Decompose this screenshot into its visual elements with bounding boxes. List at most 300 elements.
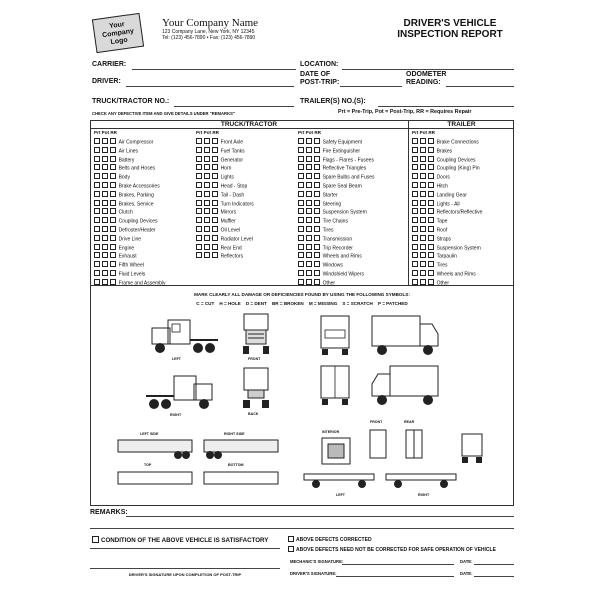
pot-checkbox[interactable]	[306, 252, 312, 258]
pot-checkbox[interactable]	[306, 235, 312, 241]
col3-heads	[298, 130, 321, 135]
pot-checkbox[interactable]	[420, 235, 426, 241]
rr-checkbox[interactable]	[212, 156, 218, 162]
pot-checkbox[interactable]	[204, 244, 210, 250]
checklist-row	[298, 147, 375, 156]
pot-checkbox[interactable]	[102, 208, 108, 214]
checklist-row	[94, 244, 166, 253]
checklist-item-label: Starter	[322, 192, 338, 199]
checklist-item-label: Hitch	[436, 183, 448, 190]
prt-checkbox[interactable]	[94, 208, 100, 214]
checklist-row	[94, 138, 166, 147]
prt-checkbox[interactable]	[412, 156, 418, 162]
rr-checkbox[interactable]	[314, 208, 320, 214]
checklist-item-label: Other	[436, 280, 450, 287]
carrier-field[interactable]	[132, 69, 296, 70]
rr-checkbox[interactable]	[212, 226, 218, 232]
pot-checkbox[interactable]	[420, 164, 426, 170]
rr-checkbox[interactable]	[314, 182, 320, 188]
pot-checkbox[interactable]	[102, 261, 108, 267]
rr-head: RR	[314, 130, 321, 135]
prt-checkbox[interactable]	[298, 235, 304, 241]
rr-checkbox[interactable]	[428, 252, 434, 258]
checklist-row	[94, 147, 166, 156]
trailer-section-title: TRAILER	[447, 121, 476, 128]
rr-checkbox[interactable]	[110, 235, 116, 241]
pot-checkbox[interactable]	[306, 279, 312, 285]
pot-checkbox[interactable]	[204, 200, 210, 206]
prt-checkbox[interactable]	[196, 200, 202, 206]
checklist-item-label: Defroster/Heater	[118, 227, 156, 234]
prt-checkbox[interactable]	[298, 270, 304, 276]
pot-checkbox[interactable]	[204, 235, 210, 241]
checklist-row	[298, 173, 375, 182]
prt-checkbox[interactable]	[412, 235, 418, 241]
checklist-row	[196, 208, 254, 217]
pot-checkbox[interactable]	[420, 244, 426, 250]
rr-checkbox[interactable]	[428, 156, 434, 162]
checklist-row	[412, 147, 482, 156]
rr-head: RR	[110, 130, 117, 135]
prt-checkbox[interactable]	[196, 252, 202, 258]
rr-checkbox[interactable]	[314, 173, 320, 179]
prt-checkbox[interactable]	[94, 173, 100, 179]
pot-checkbox[interactable]	[306, 217, 312, 223]
prt-checkbox[interactable]	[412, 279, 418, 285]
pot-checkbox[interactable]	[204, 164, 210, 170]
date-field[interactable]	[340, 86, 402, 87]
rr-checkbox[interactable]	[110, 182, 116, 188]
rr-checkbox[interactable]	[110, 226, 116, 232]
checklist-item-label: Horn	[220, 165, 232, 172]
pot-checkbox[interactable]	[306, 226, 312, 232]
rr-checkbox[interactable]	[212, 138, 218, 144]
checklist-row	[412, 208, 482, 217]
tractor-back-view	[240, 364, 272, 410]
prt-checkbox[interactable]	[298, 217, 304, 223]
prt-checkbox[interactable]	[196, 173, 202, 179]
prt-checkbox[interactable]	[298, 164, 304, 170]
prt-checkbox[interactable]	[298, 244, 304, 250]
prt-checkbox[interactable]	[196, 138, 202, 144]
pot-checkbox[interactable]	[420, 279, 426, 285]
rr-checkbox[interactable]	[314, 156, 320, 162]
checklist-row	[412, 200, 482, 209]
prt-checkbox[interactable]	[298, 252, 304, 258]
checklist-row	[94, 200, 166, 209]
checklist-row	[412, 244, 482, 253]
checklist-item-label: Reflective Triangles	[322, 165, 367, 172]
remarks-field-1[interactable]	[126, 516, 514, 517]
rr-checkbox[interactable]	[110, 147, 116, 153]
pot-checkbox[interactable]	[306, 182, 312, 188]
pot-checkbox[interactable]	[204, 226, 210, 232]
pot-checkbox[interactable]	[102, 235, 108, 241]
pot-checkbox[interactable]	[204, 191, 210, 197]
pot-checkbox[interactable]	[204, 208, 210, 214]
pot-checkbox[interactable]	[306, 147, 312, 153]
rr-checkbox[interactable]	[314, 235, 320, 241]
mechanic-date-label: DATE:	[460, 559, 473, 564]
prt-checkbox[interactable]	[412, 261, 418, 267]
satisfactory-checkbox[interactable]	[92, 536, 99, 543]
prt-checkbox[interactable]	[412, 138, 418, 144]
prt-checkbox[interactable]	[298, 191, 304, 197]
prt-checkbox[interactable]	[298, 200, 304, 206]
rr-checkbox[interactable]	[212, 208, 218, 214]
checklist-row	[298, 270, 375, 279]
rr-checkbox[interactable]	[110, 138, 116, 144]
chassis-left-view	[302, 470, 376, 490]
checklist-row	[298, 217, 375, 226]
rr-checkbox[interactable]	[212, 200, 218, 206]
prt-checkbox[interactable]	[412, 182, 418, 188]
driver-sig-field[interactable]	[336, 576, 454, 577]
pot-checkbox[interactable]	[306, 156, 312, 162]
rr-checkbox[interactable]	[110, 279, 116, 285]
rr-checkbox[interactable]	[212, 235, 218, 241]
checklist-item-label: Front Axle	[220, 139, 244, 146]
prt-checkbox[interactable]	[196, 217, 202, 223]
prt-head: Prt	[298, 130, 305, 135]
checklist-row	[94, 226, 166, 235]
not-corrected-row	[288, 546, 496, 553]
rr-checkbox[interactable]	[314, 164, 320, 170]
checklist-row	[196, 244, 254, 253]
pot-checkbox[interactable]	[306, 270, 312, 276]
date-label	[300, 71, 339, 87]
remarks-field-2[interactable]	[90, 528, 514, 529]
checklist-row	[94, 191, 166, 200]
rr-checkbox[interactable]	[428, 217, 434, 223]
driver-field[interactable]	[126, 86, 294, 87]
checklist-item-label: Brakes, Parking	[118, 192, 154, 199]
rr-checkbox[interactable]	[428, 270, 434, 276]
pot-checkbox[interactable]	[420, 138, 426, 144]
checklist-row	[412, 173, 482, 182]
prt-checkbox[interactable]	[298, 147, 304, 153]
pot-head: Pot	[203, 130, 212, 135]
pot-checkbox[interactable]	[102, 138, 108, 144]
pot-checkbox[interactable]	[102, 226, 108, 232]
prt-checkbox[interactable]	[412, 191, 418, 197]
checklist-item-label: Safety Equipment	[322, 139, 363, 146]
rr-checkbox[interactable]	[428, 147, 434, 153]
front-label-2: FRONT	[370, 420, 383, 424]
rr-checkbox[interactable]	[428, 235, 434, 241]
satisfactory-row	[92, 536, 268, 544]
checklist-row	[412, 261, 482, 270]
prt-checkbox[interactable]	[412, 164, 418, 170]
prt-checkbox[interactable]	[196, 147, 202, 153]
pot-checkbox[interactable]	[102, 147, 108, 153]
pot-checkbox[interactable]	[420, 270, 426, 276]
checklist-row	[412, 217, 482, 226]
rr-checkbox[interactable]	[428, 226, 434, 232]
prt-checkbox[interactable]	[196, 208, 202, 214]
rr-checkbox[interactable]	[110, 173, 116, 179]
rr-checkbox[interactable]	[212, 147, 218, 153]
prt-head: Prt	[196, 130, 203, 135]
pot-checkbox[interactable]	[204, 182, 210, 188]
checklist-row	[298, 244, 375, 253]
rr-checkbox[interactable]	[428, 164, 434, 170]
prt-checkbox[interactable]	[412, 200, 418, 206]
pot-checkbox[interactable]	[102, 156, 108, 162]
rear-label: REAR	[404, 420, 415, 424]
prt-checkbox[interactable]	[298, 279, 304, 285]
rr-checkbox[interactable]	[428, 138, 434, 144]
rr-checkbox[interactable]	[212, 164, 218, 170]
checklist-row	[196, 235, 254, 244]
rr-checkbox[interactable]	[212, 244, 218, 250]
pot-checkbox[interactable]	[102, 200, 108, 206]
prt-checkbox[interactable]	[298, 173, 304, 179]
trailer-bottom-view	[202, 470, 280, 486]
rr-checkbox[interactable]	[428, 261, 434, 267]
prt-checkbox[interactable]	[298, 226, 304, 232]
prt-checkbox[interactable]	[94, 200, 100, 206]
rr-checkbox[interactable]	[314, 147, 320, 153]
pot-checkbox[interactable]	[102, 244, 108, 250]
prt-checkbox[interactable]	[94, 182, 100, 188]
pot-checkbox[interactable]	[102, 191, 108, 197]
checklist-item-label: Generator	[220, 157, 244, 164]
rr-checkbox[interactable]	[314, 252, 320, 258]
checklist-row	[412, 182, 482, 191]
satisfactory-label: CONDITION OF THE ABOVE VEHICLE IS SATISFACTORY	[101, 537, 269, 544]
prt-checkbox[interactable]	[412, 173, 418, 179]
prt-checkbox[interactable]	[298, 156, 304, 162]
truck-no-field[interactable]	[174, 106, 294, 107]
odometer-field[interactable]	[446, 86, 514, 87]
pot-checkbox[interactable]	[306, 208, 312, 214]
pot-checkbox[interactable]	[306, 138, 312, 144]
checklist-item-label: Engine	[118, 245, 135, 252]
rr-checkbox[interactable]	[314, 279, 320, 285]
rr-checkbox[interactable]	[110, 191, 116, 197]
pot-checkbox[interactable]	[420, 156, 426, 162]
prt-checkbox[interactable]	[94, 252, 100, 258]
rr-checkbox[interactable]	[110, 164, 116, 170]
pot-checkbox[interactable]	[420, 173, 426, 179]
pot-checkbox[interactable]	[204, 252, 210, 258]
not-corrected-label: ABOVE DEFECTS NEED NOT BE CORRECTED FOR SAFE OPERATION OF VEHICLE	[296, 547, 496, 553]
rr-checkbox[interactable]	[314, 261, 320, 267]
driver-date-field[interactable]	[474, 576, 514, 577]
pot-checkbox[interactable]	[420, 226, 426, 232]
checklist-col2	[196, 138, 254, 261]
pot-checkbox[interactable]	[420, 147, 426, 153]
rr-checkbox[interactable]	[110, 200, 116, 206]
pot-checkbox[interactable]	[102, 270, 108, 276]
prt-checkbox[interactable]	[94, 156, 100, 162]
truck-no-label: TRUCK/TRACTOR NO.:	[92, 98, 170, 105]
pot-checkbox[interactable]	[102, 279, 108, 285]
pot-checkbox[interactable]	[204, 147, 210, 153]
checklist-item-label: Lights	[220, 174, 234, 181]
pot-checkbox[interactable]	[204, 156, 210, 162]
rr-checkbox[interactable]	[110, 252, 116, 258]
rr-checkbox[interactable]	[428, 200, 434, 206]
prt-checkbox[interactable]	[298, 261, 304, 267]
pot-checkbox[interactable]	[420, 217, 426, 223]
prt-checkbox[interactable]	[94, 244, 100, 250]
location-label: LOCATION:	[300, 61, 339, 68]
prt-checkbox[interactable]	[94, 261, 100, 267]
checklist-row	[196, 226, 254, 235]
location-field[interactable]	[342, 69, 514, 70]
rr-checkbox[interactable]	[428, 279, 434, 285]
corrected-checkbox[interactable]	[288, 536, 294, 542]
rr-checkbox[interactable]	[314, 138, 320, 144]
prt-checkbox[interactable]	[412, 270, 418, 276]
rr-checkbox[interactable]	[314, 191, 320, 197]
checklist-row	[94, 164, 166, 173]
rr-checkbox[interactable]	[428, 191, 434, 197]
rr-checkbox[interactable]	[212, 191, 218, 197]
driver-label: DRIVER:	[92, 78, 121, 85]
pot-checkbox[interactable]	[420, 182, 426, 188]
prt-checkbox[interactable]	[94, 147, 100, 153]
rr-checkbox[interactable]	[212, 252, 218, 258]
checklist-item-label: Landing Gear	[436, 192, 467, 199]
prt-checkbox[interactable]	[94, 217, 100, 223]
checklist-row	[196, 217, 254, 226]
rr-checkbox[interactable]	[428, 173, 434, 179]
trailer-no-field[interactable]	[378, 106, 514, 107]
pot-checkbox[interactable]	[306, 200, 312, 206]
rr-checkbox[interactable]	[314, 200, 320, 206]
not-corrected-checkbox[interactable]	[288, 546, 294, 552]
prt-checkbox[interactable]	[94, 226, 100, 232]
rr-checkbox[interactable]	[212, 217, 218, 223]
prt-checkbox[interactable]	[196, 244, 202, 250]
damage-heading: MARK CLEARLY ALL DAMAGE OR DEFICIENCIES FOUND BY USING THE FOLLOWING SYMBOLS:	[194, 292, 410, 297]
checklist-item-label: Oil Level	[220, 227, 241, 234]
checklist-item-label: Spare Seal Beam	[322, 183, 362, 190]
pot-checkbox[interactable]	[306, 164, 312, 170]
checklist-row	[412, 226, 482, 235]
pot-checkbox[interactable]	[420, 200, 426, 206]
prt-checkbox[interactable]	[412, 217, 418, 223]
truck-section-title: TRUCK/TRACTOR	[220, 121, 278, 128]
checklist-item-label: Fifth Wheel	[118, 262, 144, 269]
prt-checkbox[interactable]	[196, 182, 202, 188]
pot-checkbox[interactable]	[102, 164, 108, 170]
pot-checkbox[interactable]	[420, 261, 426, 267]
pot-checkbox[interactable]	[204, 138, 210, 144]
pot-checkbox[interactable]	[420, 252, 426, 258]
prt-checkbox[interactable]	[196, 235, 202, 241]
box-truck-front-view	[318, 314, 352, 356]
prt-checkbox[interactable]	[94, 191, 100, 197]
interior-view	[320, 436, 352, 466]
prt-checkbox[interactable]	[298, 208, 304, 214]
rr-checkbox[interactable]	[110, 156, 116, 162]
pot-checkbox[interactable]	[102, 173, 108, 179]
pot-checkbox[interactable]	[204, 173, 210, 179]
rr-checkbox[interactable]	[212, 182, 218, 188]
pot-checkbox[interactable]	[420, 208, 426, 214]
mechanic-sig-field[interactable]	[342, 564, 454, 565]
tractor-right-view	[142, 368, 222, 412]
rr-checkbox[interactable]	[110, 244, 116, 250]
rr-checkbox[interactable]	[428, 244, 434, 250]
pot-checkbox[interactable]	[102, 182, 108, 188]
rr-checkbox[interactable]	[110, 208, 116, 214]
prt-checkbox[interactable]	[196, 191, 202, 197]
bottom-label: BOTTOM	[228, 463, 244, 467]
rr-checkbox[interactable]	[428, 208, 434, 214]
prt-checkbox[interactable]	[94, 279, 100, 285]
pot-checkbox[interactable]	[306, 244, 312, 250]
rr-checkbox[interactable]	[314, 217, 320, 223]
checklist-row	[196, 200, 254, 209]
corrected-row	[288, 536, 372, 543]
prt-checkbox[interactable]	[94, 235, 100, 241]
form-title	[384, 18, 516, 40]
rr-checkbox[interactable]	[110, 217, 116, 223]
checklist-row	[298, 138, 375, 147]
chassis-left-label: LEFT	[336, 493, 345, 497]
back-label: BACK	[248, 412, 259, 416]
prt-checkbox[interactable]	[94, 138, 100, 144]
pot-checkbox[interactable]	[102, 217, 108, 223]
checklist-item-label: Wheels and Rims	[322, 253, 362, 260]
prt-checkbox[interactable]	[412, 208, 418, 214]
prt-checkbox[interactable]	[412, 226, 418, 232]
pot-checkbox[interactable]	[306, 191, 312, 197]
rr-checkbox[interactable]	[428, 182, 434, 188]
prt-checkbox[interactable]	[196, 226, 202, 232]
rr-checkbox[interactable]	[212, 173, 218, 179]
post-trip-sig-field[interactable]	[90, 568, 280, 569]
prt-checkbox[interactable]	[412, 252, 418, 258]
prt-checkbox[interactable]	[412, 244, 418, 250]
pot-head: Pot	[305, 130, 314, 135]
prt-checkbox[interactable]	[412, 147, 418, 153]
checklist-item-label: Coupling (King) Pin	[436, 165, 480, 172]
mechanic-sig-label: MECHANIC'S SIGNATURE:	[290, 559, 344, 564]
mechanic-date-field[interactable]	[474, 564, 514, 565]
prt-checkbox[interactable]	[298, 182, 304, 188]
rr-checkbox[interactable]	[314, 270, 320, 276]
prt-checkbox[interactable]	[94, 270, 100, 276]
rr-checkbox[interactable]	[314, 244, 320, 250]
pot-checkbox[interactable]	[204, 217, 210, 223]
checklist-row	[94, 252, 166, 261]
checklist-item-label: Other	[322, 280, 336, 287]
rr-checkbox[interactable]	[110, 270, 116, 276]
pot-checkbox[interactable]	[102, 252, 108, 258]
rr-checkbox[interactable]	[314, 226, 320, 232]
prt-checkbox[interactable]	[298, 138, 304, 144]
checklist-item-label: Straps	[436, 236, 452, 243]
checklist-item-label: Tail - Dash	[220, 192, 245, 199]
prt-checkbox[interactable]	[196, 156, 202, 162]
prt-checkbox[interactable]	[196, 164, 202, 170]
checklist-row	[298, 200, 375, 209]
checklist-item-label: Windshield Wipers	[322, 271, 364, 278]
rr-checkbox[interactable]	[110, 261, 116, 267]
prt-checkbox[interactable]	[94, 164, 100, 170]
pot-checkbox[interactable]	[306, 261, 312, 267]
checklist-item-label: Fuel Tanks	[220, 148, 245, 155]
pot-checkbox[interactable]	[420, 191, 426, 197]
pot-checkbox[interactable]	[306, 173, 312, 179]
checklist-row	[94, 261, 166, 270]
